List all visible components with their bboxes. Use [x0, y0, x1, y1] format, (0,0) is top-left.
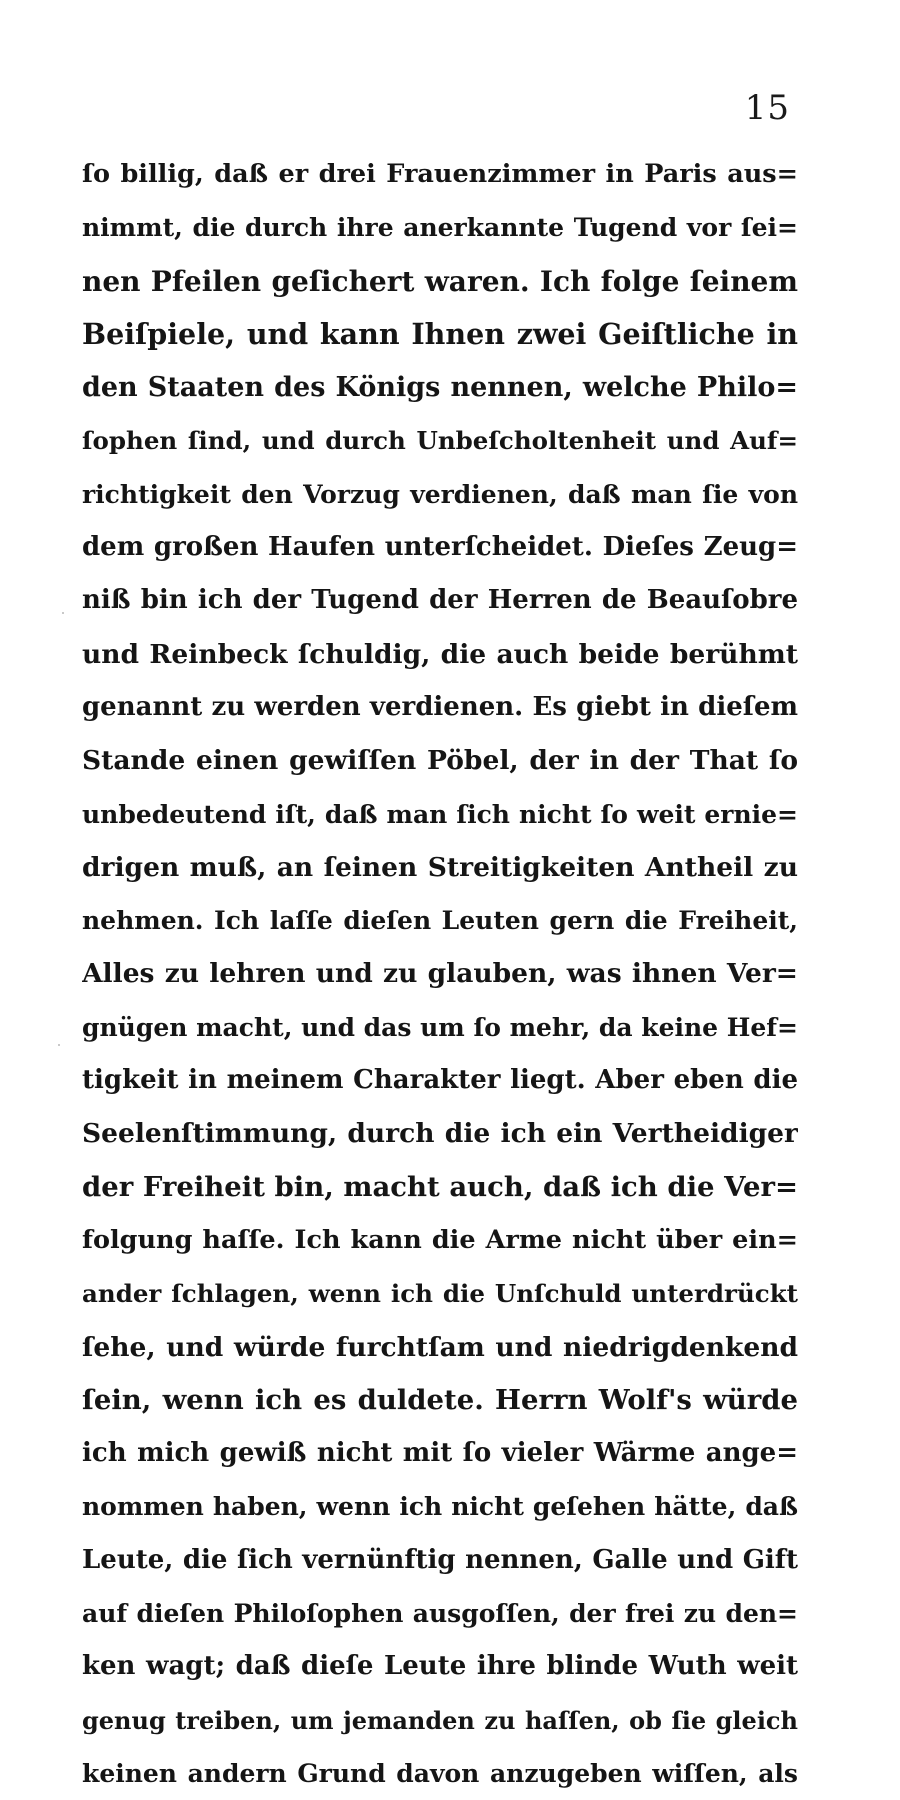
text-line: niß bin ich der Tugend der Herren de Beauſobre	[82, 585, 798, 616]
scan-speck	[58, 1044, 60, 1046]
text-line: nommen haben, wenn ich nicht geſehen hätte, daß	[82, 1492, 798, 1522]
text-line: richtigkeit den Vorzug verdienen, daß man ſie von	[82, 479, 798, 509]
text-line: ſehe, und würde furchtſam und niedrigdenkend	[82, 1331, 798, 1363]
text-line: nen Pfeilen geſichert waren. Ich folge ſeinem	[82, 264, 798, 298]
text-line: drigen muß, an ſeinen Streitigkeiten Antheil zu	[82, 851, 798, 883]
body-text	[82, 148, 798, 1800]
text-line: tigkeit in meinem Charakter liegt. Aber eben die	[82, 1065, 798, 1096]
page-number: 15	[744, 88, 790, 128]
text-line: genug treiben, um jemanden zu haſſen, ob ſie gleich	[82, 1705, 798, 1735]
scan-speck	[62, 612, 64, 614]
text-line: der Freiheit bin, macht auch, daß ich die Ver=	[82, 1170, 798, 1203]
text-line: ſophen ſind, und durch Unbeſcholtenheit und Auf=	[82, 426, 798, 456]
text-line: ſo billig, daß er drei Frauenzimmer in Paris aus=	[82, 159, 798, 189]
text-line: nimmt, die durch ihre anerkannte Tugend vor ſei=	[82, 213, 798, 243]
text-line: gnügen macht, und das um ſo mehr, da keine Hef=	[82, 1012, 798, 1042]
text-line: keinen andern Grund davon anzugeben wiſſen, als	[82, 1758, 798, 1788]
text-line: folgung haſſe. Ich kann die Arme nicht über ein=	[82, 1224, 798, 1255]
text-line: den Staaten des Königs nennen, welche Philo=	[82, 372, 798, 404]
text-line: ken wagt; daß dieſe Leute ihre blinde Wuth weit	[82, 1651, 798, 1682]
text-line: Seelenſtimmung, durch die ich ein Vertheidiger	[82, 1118, 798, 1150]
text-line: nehmen. Ich laſſe dieſen Leuten gern die Freiheit,	[82, 906, 798, 936]
text-line: ſein, wenn ich es duldete. Herrn Wolf's würde	[82, 1383, 798, 1416]
text-line: Leute, die ſich vernünftig nennen, Galle und Gift	[82, 1544, 798, 1575]
text-line: genannt zu werden verdienen. Es giebt in dieſem	[82, 691, 798, 722]
text-line: und Reinbeck ſchuldig, die auch beide berühmt	[82, 638, 798, 670]
text-line: Alles zu lehren und zu glauben, was ihnen Ver=	[82, 958, 798, 990]
text-line: unbedeutend iſt, daß man ſich nicht ſo weit ernie=	[82, 799, 798, 829]
text-line: Stande einen gewiſſen Pöbel, der in der That ſo	[82, 745, 798, 777]
text-line: Beiſpiele, und kann Ihnen zwei Geiſtliche in	[82, 316, 798, 351]
text-line: dem großen Haufen unterſcheidet. Dieſes Zeug=	[82, 532, 798, 563]
text-line: ich mich gewiß nicht mit ſo vieler Wärme ange=	[82, 1438, 798, 1469]
text-line: ander ſchlagen, wenn ich die Unſchuld unterdrückt	[82, 1279, 798, 1309]
text-line: auf dieſen Philoſophen ausgoſſen, der frei zu den=	[82, 1599, 798, 1629]
